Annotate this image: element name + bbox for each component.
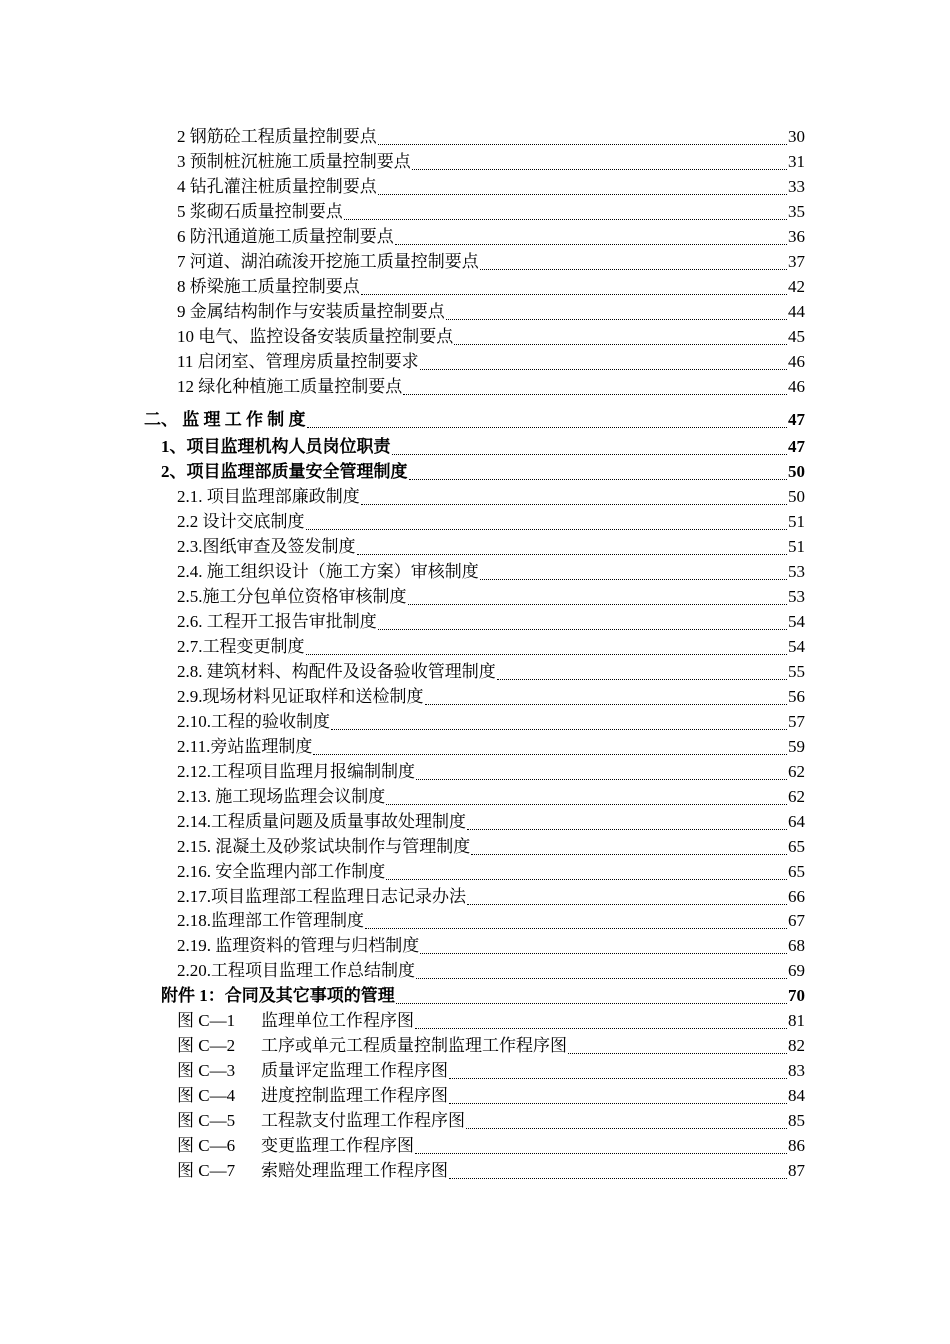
toc-figure-label: [177, 1158, 448, 1183]
dot-leader: [395, 243, 787, 245]
toc-entry[interactable]: [177, 534, 805, 559]
figure-number: 图 C—4: [177, 1086, 236, 1106]
dot-leader: [449, 1102, 787, 1104]
figure-number: 图 C—1: [177, 1011, 236, 1031]
toc-entry[interactable]: [177, 759, 805, 784]
dot-leader: [480, 268, 787, 270]
dot-leader: [416, 977, 787, 979]
toc-entry-label: 二、 监 理 工 作 制 度: [144, 410, 306, 430]
dot-leader: [449, 1177, 787, 1179]
toc-entry-label: 2.3.图纸审查及签发制度: [177, 537, 356, 557]
toc-page-number: 69: [788, 961, 805, 981]
toc-page-number: 65: [788, 836, 805, 856]
toc-figure-entry[interactable]: [177, 1058, 805, 1083]
dot-leader: [403, 393, 787, 395]
toc-entry-label: 2.4. 施工组织设计（施工方案）审核制度: [177, 562, 479, 582]
toc-page-number: 82: [788, 1036, 805, 1056]
toc-figure-entry[interactable]: [177, 1158, 805, 1183]
toc-entry[interactable]: [177, 809, 805, 834]
figure-title: 进度控制监理工作程序图: [261, 1086, 448, 1106]
toc-page-number: 70: [788, 986, 805, 1006]
figure-title: 工序或单元工程质量控制监理工作程序图: [261, 1036, 567, 1056]
dot-leader: [396, 1002, 787, 1004]
toc-entry[interactable]: [177, 509, 805, 534]
toc-entry-label: 6 防汛通道施工质量控制要点: [177, 226, 394, 246]
toc-page-number: 62: [788, 786, 805, 806]
dot-leader: [378, 628, 787, 630]
toc-entry-label: 11 启闭室、管理房质量控制要求: [177, 351, 419, 371]
toc-entry[interactable]: [177, 374, 805, 399]
toc-entry[interactable]: [177, 324, 805, 349]
toc-page-number: 46: [788, 351, 805, 371]
dot-leader: [454, 343, 787, 345]
toc-page-number: 35: [788, 201, 805, 221]
toc-page-number: 44: [788, 301, 805, 321]
dot-leader: [446, 318, 787, 320]
toc-page-number: 46: [788, 376, 805, 396]
figure-number: 图 C—7: [177, 1160, 236, 1180]
toc-entry-label: 2.15. 混凝土及砂浆试块制作与管理制度: [177, 836, 471, 856]
toc-figure-entry[interactable]: [177, 1033, 805, 1058]
toc-entry[interactable]: [177, 274, 805, 299]
toc-entry-label: 附件 1：合同及其它事项的管理: [161, 986, 395, 1006]
toc-entry[interactable]: [177, 349, 805, 374]
toc-entry[interactable]: [177, 684, 805, 709]
toc-entry-label: 2.8. 建筑材料、构配件及设备验收管理制度: [177, 661, 496, 681]
toc-figure-label: [177, 1008, 414, 1033]
figure-title: 索赔处理监理工作程序图: [261, 1160, 448, 1180]
toc-page-number: 62: [788, 761, 805, 781]
toc-figure-entry[interactable]: [177, 1108, 805, 1133]
toc-entry-label: 5 浆砌石质量控制要点: [177, 201, 343, 221]
toc-page-number: 65: [788, 861, 805, 881]
dot-leader: [306, 653, 788, 655]
toc-section-heading[interactable]: [144, 407, 805, 432]
toc-figure-label: [177, 1083, 448, 1108]
dot-leader: [471, 853, 787, 855]
toc-figure-entry[interactable]: [177, 1083, 805, 1108]
toc-entry[interactable]: [177, 958, 805, 983]
toc-figure-label: [177, 1133, 414, 1158]
toc-page-number: 81: [788, 1011, 805, 1031]
figure-number: 图 C—6: [177, 1136, 236, 1155]
toc-page-number: 59: [788, 736, 805, 756]
toc-page-number: 42: [788, 276, 805, 296]
figure-title: 质量评定监理工作程序图: [261, 1061, 448, 1081]
toc-entry-label: 2.6. 工程开工报告审批制度: [177, 612, 377, 632]
toc-page-number: 64: [788, 811, 805, 831]
toc-entry-label: 2.1. 项目监理部廉政制度: [177, 487, 360, 507]
dot-leader: [306, 528, 788, 530]
toc-entry[interactable]: [177, 124, 805, 149]
toc-page-number: 51: [788, 537, 805, 557]
dot-leader: [409, 478, 788, 480]
toc-entry-label: 2.13. 施工现场监理会议制度: [177, 786, 386, 806]
toc-subsection-heading[interactable]: [161, 459, 805, 484]
toc-entry-label: 2.17.项目监理部工程监理日志记录办法: [177, 886, 466, 906]
figure-title: 监理单位工作程序图: [261, 1011, 414, 1031]
dot-leader: [386, 878, 787, 880]
dot-leader: [467, 828, 787, 830]
toc-page-number: 87: [788, 1160, 805, 1180]
toc-entry[interactable]: [177, 199, 805, 224]
toc-page-number: 56: [788, 686, 805, 706]
dot-leader: [425, 703, 788, 705]
toc-entry-label: 2 钢筋砼工程质量控制要点: [177, 127, 377, 146]
toc-entry-label: 12 绿化种植施工质量控制要点: [177, 376, 403, 396]
dot-leader: [420, 368, 787, 370]
toc-entry[interactable]: [177, 224, 805, 249]
toc-page-number: 45: [788, 326, 805, 346]
dot-leader: [365, 927, 787, 929]
toc-entry[interactable]: [177, 609, 805, 634]
toc-entry-label: 4 钻孔灌注桩质量控制要点: [177, 176, 377, 196]
toc-entry-label: 2.12.工程项目监理月报编制制度: [177, 761, 415, 781]
toc-entry[interactable]: [177, 249, 805, 274]
toc-entry-label: 7 河道、湖泊疏浚开挖施工质量控制要点: [177, 251, 479, 271]
toc-entry-label: 2.11.旁站监理制度: [177, 736, 313, 756]
toc-entry-label: 2.20.工程项目监理工作总结制度: [177, 961, 415, 981]
toc-entry-label: 2、项目监理部质量安全管理制度: [161, 462, 408, 482]
dot-leader: [466, 1127, 787, 1129]
toc-page-number: 36: [788, 226, 805, 246]
toc-entry[interactable]: [177, 709, 805, 734]
toc-figure-entry[interactable]: [177, 1133, 805, 1158]
toc-page-number: 53: [788, 562, 805, 582]
dot-leader: [361, 293, 787, 295]
toc-entry-label: 9 金属结构制作与安装质量控制要点: [177, 301, 445, 321]
dot-leader: [449, 1077, 787, 1079]
dot-leader: [416, 778, 787, 780]
toc-page-number: 47: [788, 437, 805, 457]
dot-leader: [497, 678, 787, 680]
dot-leader: [378, 193, 787, 195]
toc-figure-label: [177, 1033, 567, 1058]
toc-entry[interactable]: [177, 908, 805, 933]
dot-leader: [392, 453, 788, 455]
toc-entry-label: 2.9.现场材料见证取样和送检制度: [177, 686, 424, 706]
dot-leader: [386, 803, 787, 805]
toc-entry-label: 2.18.监理部工作管理制度: [177, 911, 364, 931]
toc-entry[interactable]: [177, 933, 805, 958]
toc-entry[interactable]: [177, 174, 805, 199]
toc-page-number: 86: [788, 1136, 805, 1155]
figure-number: 图 C—2: [177, 1036, 236, 1056]
dot-leader: [467, 903, 787, 905]
toc-page-number: 54: [788, 612, 805, 632]
toc-page-number: 85: [788, 1111, 805, 1131]
toc-entry[interactable]: [177, 634, 805, 659]
dot-leader: [361, 503, 787, 505]
dot-leader: [344, 218, 787, 220]
toc-page-number: 50: [788, 487, 805, 507]
toc-page-number: 31: [788, 151, 805, 171]
dot-leader: [313, 753, 787, 755]
toc-page-number: 30: [788, 127, 805, 146]
toc-figure-entry[interactable]: [177, 1008, 805, 1033]
dot-leader: [412, 168, 787, 170]
toc-entry[interactable]: [177, 149, 805, 174]
toc-entry-label: 10 电气、监控设备安装质量控制要点: [177, 326, 454, 346]
toc-entry[interactable]: [177, 734, 805, 759]
toc-entry-label: 2.16. 安全监理内部工作制度: [177, 861, 386, 881]
toc-entry[interactable]: [177, 784, 805, 809]
figure-number: 图 C—3: [177, 1061, 236, 1081]
toc-entry[interactable]: [177, 299, 805, 324]
dot-leader: [568, 1052, 787, 1054]
toc-page-number: 54: [788, 637, 805, 656]
figure-title: 变更监理工作程序图: [261, 1136, 414, 1155]
toc-page-number: 50: [788, 462, 805, 482]
dot-leader: [307, 426, 788, 428]
toc-entry[interactable]: [177, 559, 805, 584]
toc-entry[interactable]: [177, 884, 805, 909]
dot-leader: [331, 728, 787, 730]
toc-page-number: 57: [788, 711, 805, 731]
toc-figure-label: [177, 1058, 448, 1083]
toc-entry-label: 8 桥梁施工质量控制要点: [177, 276, 360, 296]
toc-figure-label: [177, 1108, 465, 1133]
toc-entry[interactable]: [177, 859, 805, 884]
toc-page-number: 83: [788, 1061, 805, 1081]
toc-page-number: 84: [788, 1086, 805, 1106]
toc-subsection-heading[interactable]: [161, 434, 805, 459]
toc-entry-label: 1、项目监理机构人员岗位职责: [161, 437, 391, 457]
toc-page-number: 47: [788, 410, 805, 430]
toc-page-number: 53: [788, 587, 805, 607]
toc-entry-label: 2.5.施工分包单位资格审核制度: [177, 587, 407, 607]
toc-page-number: 37: [788, 251, 805, 271]
toc-entry-label: 2.19. 监理资料的管理与归档制度: [177, 936, 420, 956]
toc-entry-label: 2.7.工程变更制度: [177, 637, 305, 656]
toc-entry-label: 3 预制桩沉桩施工质量控制要点: [177, 151, 411, 171]
toc-entry-label: 2.14.工程质量问题及质量事故处理制度: [177, 811, 466, 831]
toc-entry[interactable]: [177, 584, 805, 609]
figure-title: 工程款支付监理工作程序图: [261, 1111, 465, 1131]
dot-leader: [408, 603, 788, 605]
toc-appendix-heading[interactable]: [161, 983, 805, 1008]
toc-page-number: 66: [788, 886, 805, 906]
figure-number: 图 C—5: [177, 1111, 236, 1131]
toc-entry[interactable]: [177, 484, 805, 509]
toc-page-number: 33: [788, 176, 805, 196]
toc-page-number: 67: [788, 911, 805, 931]
toc-entry-label: 2.10.工程的验收制度: [177, 711, 330, 731]
dot-leader: [415, 1027, 787, 1029]
toc-entry-label: 2.2 设计交底制度: [177, 512, 305, 532]
toc-entry[interactable]: [177, 659, 805, 684]
dot-leader: [357, 553, 788, 555]
dot-leader: [415, 1152, 787, 1154]
toc-entry[interactable]: [177, 834, 805, 859]
dot-leader: [480, 578, 787, 580]
dot-leader: [378, 143, 787, 145]
dot-leader: [420, 952, 787, 954]
toc-page-number: 51: [788, 512, 805, 532]
toc-page-number: 55: [788, 661, 805, 681]
toc-page-number: 68: [788, 936, 805, 956]
